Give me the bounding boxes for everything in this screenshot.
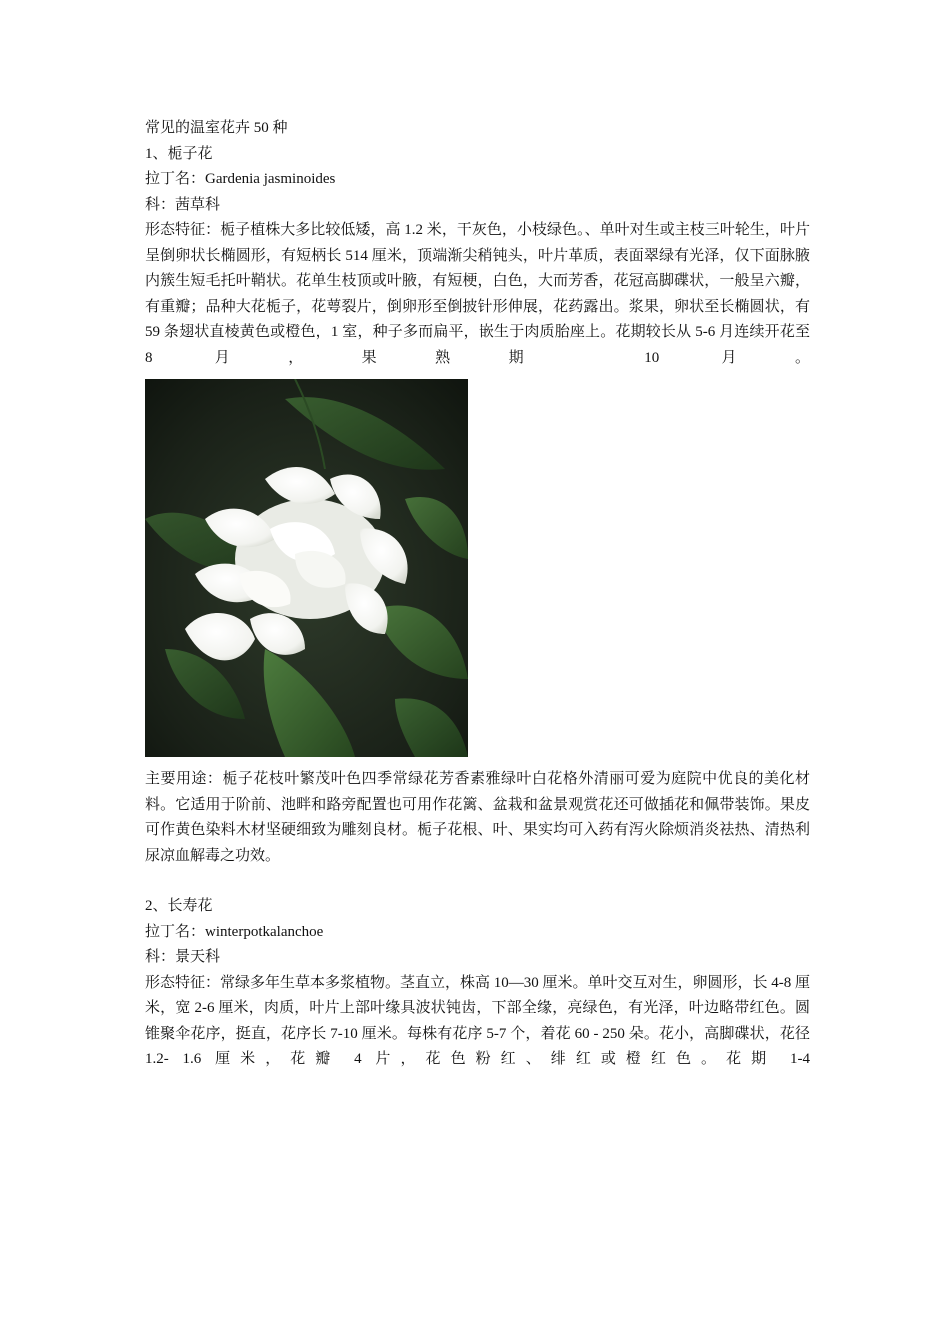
flower2-morphology: 形态特征：常绿多年生草本多浆植物。茎直立，株高 10—30 厘米。单叶交互对生，卵圆形，长 4-8 厘米，宽 2-6 厘米，肉质，叶片上部叶缘具波状钝齿，下部全缘，亮绿色，有光泽，叶边略带红色。圆锥聚伞花序，挺直，花序长 7-10 厘米。每株有花序 5-7 个，着花 60 - 250 朵。花小，高脚碟状，花径 1.2- 1.6 厘米，花瓣 4 片，花色粉红、绯红或橙红色。花期 1-4 xyxy=(145,974,810,1067)
gardenia-photo xyxy=(145,379,468,757)
flower1-morphology: 形态特征：栀子植株大多比较低矮，高 1.2 米，干灰色，小枝绿色。、单叶对生或主枝三叶轮生，叶片呈倒卵状长椭圆形，有短柄长 514 厘米，顶端渐尖稍钝头，叶片革质，表面翠绿有光泽，仅下面脉腋内簇生短毛托叶鞘状。花单生枝顶或叶腋，有短梗，白色，大而芳香，花冠高脚碟状，一般呈六瓣，有重瓣；品种大花栀子，花萼裂片，倒卵形至倒披针形伸展，花药露出。浆果，卵状至长椭圆状，有 59 条翅状直棱黄色或橙色，1 室，种子多而扁平，嵌生于肉质胎座上。花期较长从 5-6 月连续开花至 8 月，果熟期 10 月。 xyxy=(145,222,810,366)
flower1-heading: 1、栀子花 xyxy=(145,145,213,162)
document-page xyxy=(145,116,810,1073)
flower2-latin-name: 拉丁名：winterpotkalanchoe xyxy=(145,923,324,940)
document-title: 常见的温室花卉 50 种 xyxy=(145,120,288,136)
flower2-family: 科：景天科 xyxy=(145,949,221,965)
flower1-latin-name: 拉丁名：Gardenia jasminoides xyxy=(145,171,336,187)
flower1-family: 科：茜草科 xyxy=(145,196,221,213)
flower2-heading: 2、长寿花 xyxy=(145,898,213,914)
flower1-usage: 主要用途：栀子花枝叶繁茂叶色四季常绿花芳香素雅绿叶白花格外清丽可爱为庭院中优良的美化材料。它适用于阶前、池畔和路旁配置也可用作花篱、盆栽和盆景观赏花还可做插花和佩带装饰。果皮可作黄色染料木材坚硬细致为雕刻良材。栀子花根、叶、果实均可入药有泻火除烦消炎祛热、清热利尿凉血解毒之功效。 xyxy=(145,771,810,864)
